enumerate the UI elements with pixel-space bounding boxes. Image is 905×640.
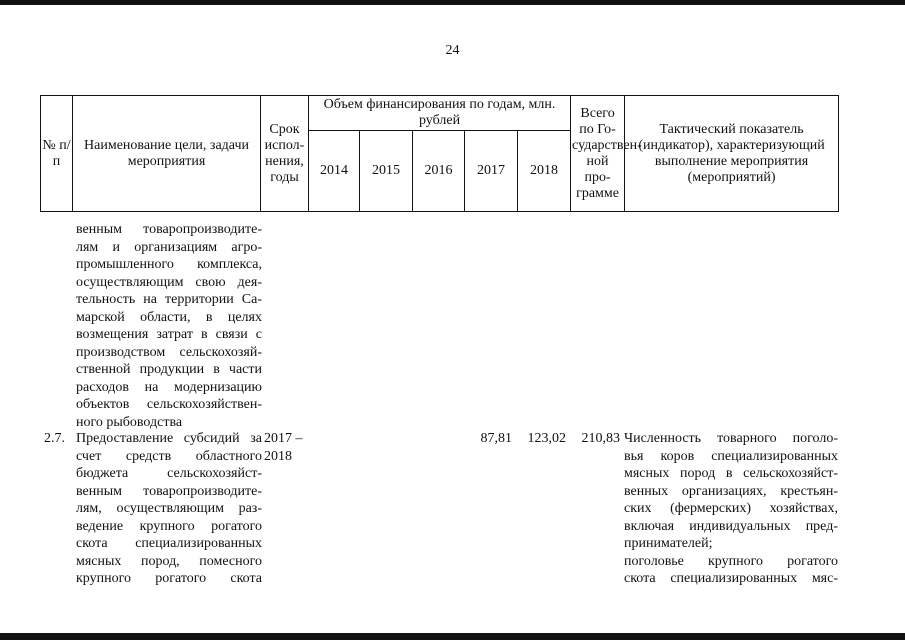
header-year-2014: 2014 [309, 131, 360, 212]
row-indicator-line: вья коров специализированных [624, 448, 838, 464]
row-name-line: Предоставление субсидий за [76, 431, 262, 446]
row-name-line: венным товаропроизводите- [76, 483, 262, 499]
continued-line: объектов сельскохозяйствен- [76, 397, 262, 412]
header-year-2016: 2016 [413, 131, 465, 212]
header-col-total: Всего по Го-сударствен-ной про-грамме [571, 96, 625, 212]
header-col-indicator: Тактический показатель (индикатор), характеризующий выполнение мероприятия (мероприятий) [625, 96, 839, 212]
continued-line: тельность на территории Са- [76, 292, 262, 307]
row-name-text [76, 430, 262, 588]
top-border [0, 0, 905, 5]
row-indicator-line: скота специализированных мяс- [624, 571, 838, 586]
row-name-line: ведение крупного рогатого [76, 518, 262, 534]
row-indicator-text [624, 430, 838, 588]
continued-name-text [76, 221, 262, 431]
row-name-line: мясных пород, помесного [76, 553, 262, 569]
row-name-line: лям, осуществляющим раз- [76, 501, 262, 516]
continued-line: ственной продукции в части [76, 362, 262, 377]
row-term-line: 2018 [264, 448, 292, 464]
row-indicator-line: ских (фермерских) хозяйствах, [624, 501, 838, 516]
row-name-line: бюджета сельскохозяйст- [76, 466, 262, 481]
row-name-line: крупного рогатого скота [76, 571, 262, 586]
row-indicator-line: принимателей; [624, 536, 713, 551]
continued-line: осуществляющим свою дея- [76, 274, 262, 290]
continued-line: возмещения затрат в связи с [76, 327, 262, 342]
row-name-line: счет средств областного [76, 448, 262, 464]
header-col-term: Срок испол-нения, годы [261, 96, 309, 212]
row-indicator-line: венных организациях, крестьян- [624, 483, 838, 499]
row-number: 2.7. [44, 431, 65, 446]
continued-line: промышленного комплекса, [76, 257, 262, 272]
row-term [264, 430, 312, 465]
continued-line: расходов на модернизацию [76, 379, 262, 395]
row-indicator-line: поголовье крупного рогатого [624, 553, 838, 569]
row-indicator-line: включая индивидуальных пред- [624, 518, 838, 534]
header-year-2017: 2017 [465, 131, 518, 212]
row-name-line: скота специализированных [76, 536, 262, 551]
continued-line: ного рыбоводства [76, 414, 183, 430]
continued-line: марской области, в целях [76, 309, 262, 325]
row-indicator-line: Численность товарного поголо- [624, 431, 838, 446]
page-number: 24 [445, 43, 460, 58]
continued-line: лям и организациям агро- [76, 239, 262, 255]
header-col-funding: Объем финансирования по годам, млн. рублей [309, 96, 571, 131]
header-col-name: Наименование цели, задачи мероприятия [73, 96, 261, 212]
row-total: 210,83 [581, 431, 620, 446]
continued-line: венным товаропроизводите- [76, 222, 262, 237]
row-indicator-line: мясных пород в сельскохозяйст- [624, 466, 838, 481]
header-year-2015: 2015 [360, 131, 413, 212]
row-term-line: 2017 – [264, 431, 303, 446]
row-value-2017: 87,81 [480, 431, 512, 446]
row-value-2018: 123,02 [527, 431, 566, 446]
bottom-border [0, 633, 905, 640]
table-header [40, 95, 839, 212]
continued-line: производством сельскохозяй- [76, 344, 262, 360]
header-col-number: № п/п [41, 96, 73, 212]
header-year-2018: 2018 [518, 131, 571, 212]
